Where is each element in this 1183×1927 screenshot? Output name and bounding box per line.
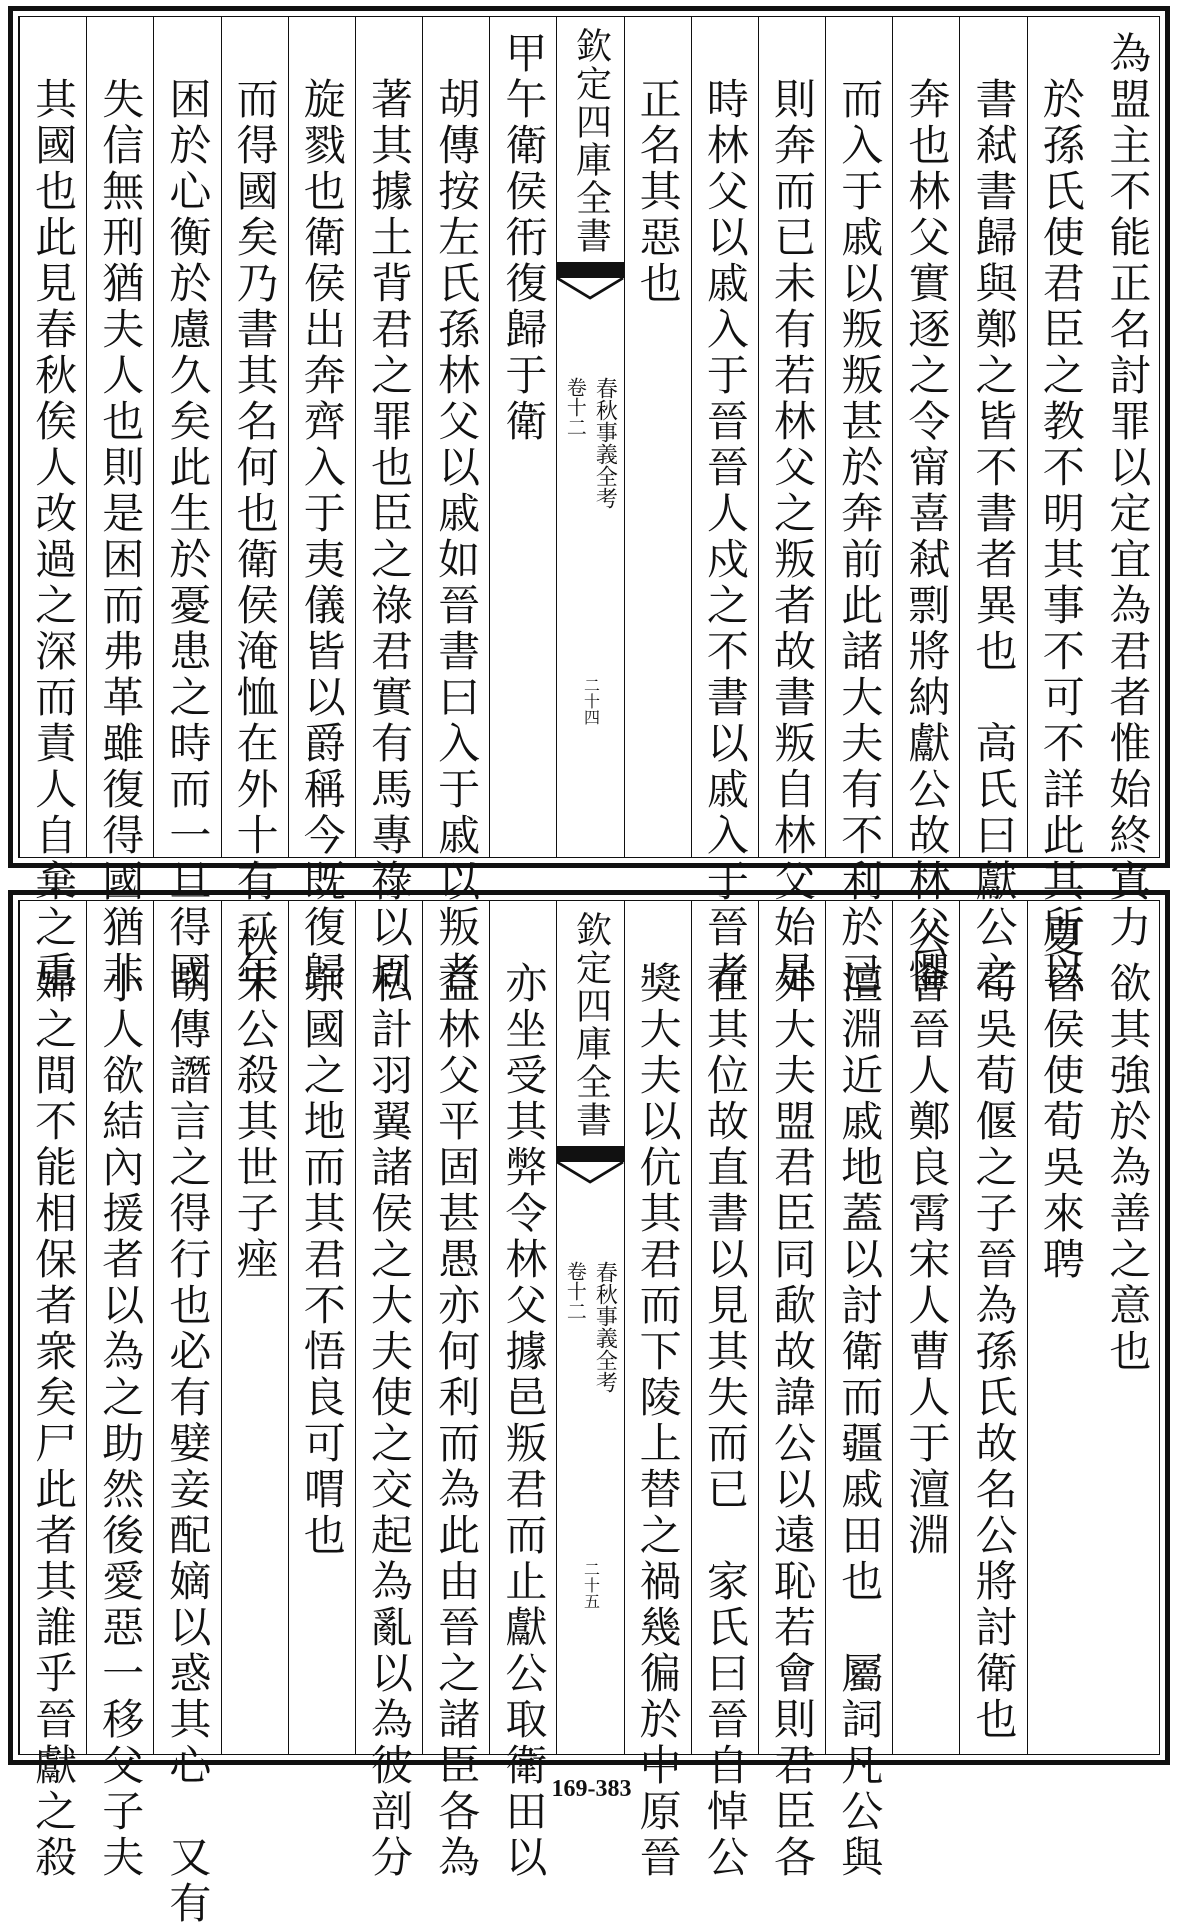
page-label: 169-383: [551, 1776, 632, 1802]
text-column: [422, 17, 489, 997]
text-column: [624, 901, 691, 1881]
column-text: 書弒書歸與鄭之皆不書者異也 高氏曰獻公之: [969, 77, 1019, 997]
gutter-book-title: 春秋事義全考: [592, 1261, 618, 1393]
text-column: [355, 17, 422, 997]
column-text: 亦坐受其弊令林父據邑叛君而止獻公取衛田以: [499, 961, 549, 1881]
column-text: 正名其惡也: [633, 77, 683, 307]
text-column: [221, 901, 288, 1754]
column-text: 小人欲結內援者以為之助然後愛惡一移父子夫: [96, 961, 146, 1881]
text-column: [959, 17, 1026, 997]
column-text: 旋戮也衛侯出奔齊入于夷儀皆以爵稱今既復歸: [297, 77, 347, 997]
top-page-frame: [18, 16, 1160, 997]
text-column: [1027, 901, 1094, 1754]
text-column: [624, 17, 691, 857]
column-text: 於孫氏使君臣之教不明其事不可不詳此其所以: [1036, 77, 1086, 997]
column-text: 甲午衛侯衎復歸于衛: [499, 31, 549, 445]
column-text: 私計羽翼諸侯之大夫使之交起為亂以為彼剖分: [364, 961, 414, 1881]
text-column: [153, 901, 220, 1927]
top-page: [8, 6, 1170, 997]
column-text: 胡傳按左氏孫林父以戚如晉書曰入于戚以叛者: [432, 77, 482, 997]
gutter-title: 欽定四庫全書: [570, 911, 612, 1139]
gutter-volume: 卷十二: [563, 1261, 588, 1321]
column-text: 獎大夫以伉其君而下陵上替之禍幾徧於中原晉: [633, 961, 683, 1881]
text-column: [1094, 901, 1161, 1754]
text-column: [825, 17, 892, 997]
text-column: [19, 901, 86, 1881]
text-column: [422, 901, 489, 1881]
text-column: [691, 901, 758, 1881]
text-column: [288, 901, 355, 1754]
column-text: 婦之間不能相保者衆矣尸此者其誰乎晉獻之殺: [29, 961, 79, 1881]
center-gutter: [556, 901, 623, 1754]
column-text: 欲其強於為善之意也: [1103, 961, 1153, 1375]
text-column: [959, 901, 1026, 1754]
column-text: 外大夫盟君臣同歃故諱公以遠恥若會則君臣各: [768, 961, 818, 1881]
column-text: 著其據土背君之罪也臣之祿君實有馬專祿以周: [364, 77, 414, 997]
text-column: [1027, 17, 1094, 997]
text-column: [19, 17, 86, 997]
center-gutter: [556, 17, 623, 857]
text-column: [1094, 17, 1161, 951]
text-column: [825, 901, 892, 1881]
gutter-volume: 卷十二: [563, 377, 588, 437]
column-text: 胡傳譖言之得行也必有嬖妾配嫡以惑其心 又有: [163, 961, 213, 1927]
column-text: 而得國矣乃書其名何也衛侯淹恤在外十有二年: [230, 77, 280, 997]
text-column: [489, 17, 556, 857]
text-column: [288, 17, 355, 997]
fish-tail-mark: [557, 262, 623, 300]
text-column: [86, 901, 153, 1881]
column-text: 困於心衡於慮久矣此生於憂患之時而一旦得國: [163, 77, 213, 997]
text-column: [221, 17, 288, 997]
gutter-page-number: 二十四: [581, 677, 601, 725]
column-text: 益林父平固甚愚亦何利而為此由晉之諸臣各為: [432, 961, 482, 1881]
column-text: 秋宋公殺其世子痤: [230, 915, 280, 1283]
text-column: [489, 901, 556, 1881]
text-column: [86, 17, 153, 997]
column-text: 失信無刑猶夫人也則是困而弗革雖復得國猶非: [96, 77, 146, 997]
gutter-book-title: 春秋事義全考: [592, 377, 618, 509]
text-column: [892, 17, 959, 997]
gutter-page-number: 二十五: [581, 1561, 601, 1609]
gutter-title: 欽定四庫全書: [570, 27, 612, 255]
text-column: [892, 901, 959, 1754]
text-column: [153, 17, 220, 997]
column-text: 而入于戚以叛叛甚於奔前此諸大夫有不利於已: [835, 77, 885, 997]
column-text: 時林父以戚入于晉晉人戍之不書以戚入于晉者: [700, 77, 750, 997]
text-column: [355, 901, 422, 1881]
column-text: 為盟主不能正名討罪以定宜為君者惟始終寘力: [1103, 31, 1153, 951]
column-text: 夏晉侯使荀吳來聘: [1036, 915, 1086, 1283]
text-column: [691, 17, 758, 997]
column-text: 公會晉人鄭良霄宋人曹人于澶淵: [902, 915, 952, 1559]
column-text: 在其位故直書以見其失而已 家氏曰晉自悼公: [700, 961, 750, 1881]
fish-tail-mark: [557, 1146, 623, 1184]
column-text: 荀吳荀偃之子晉為孫氏故名公將討衛也: [969, 961, 1019, 1743]
column-text: 奔也林父實逐之令甯喜弒剽將納獻公故林父懼: [902, 77, 952, 997]
column-text: 宗國之地而其君不悟良可喟也: [297, 961, 347, 1559]
text-column: [758, 901, 825, 1881]
text-column: [758, 17, 825, 997]
column-text: 澶淵近戚地蓋以討衛而疆戚田也 屬詞凡公與: [835, 961, 885, 1881]
column-text: 則奔而已未有若林父之叛者故書叛自林父始是: [768, 77, 818, 997]
column-text: 其國也此見春秋俟人改過之深而責人自棄之重: [29, 77, 79, 997]
